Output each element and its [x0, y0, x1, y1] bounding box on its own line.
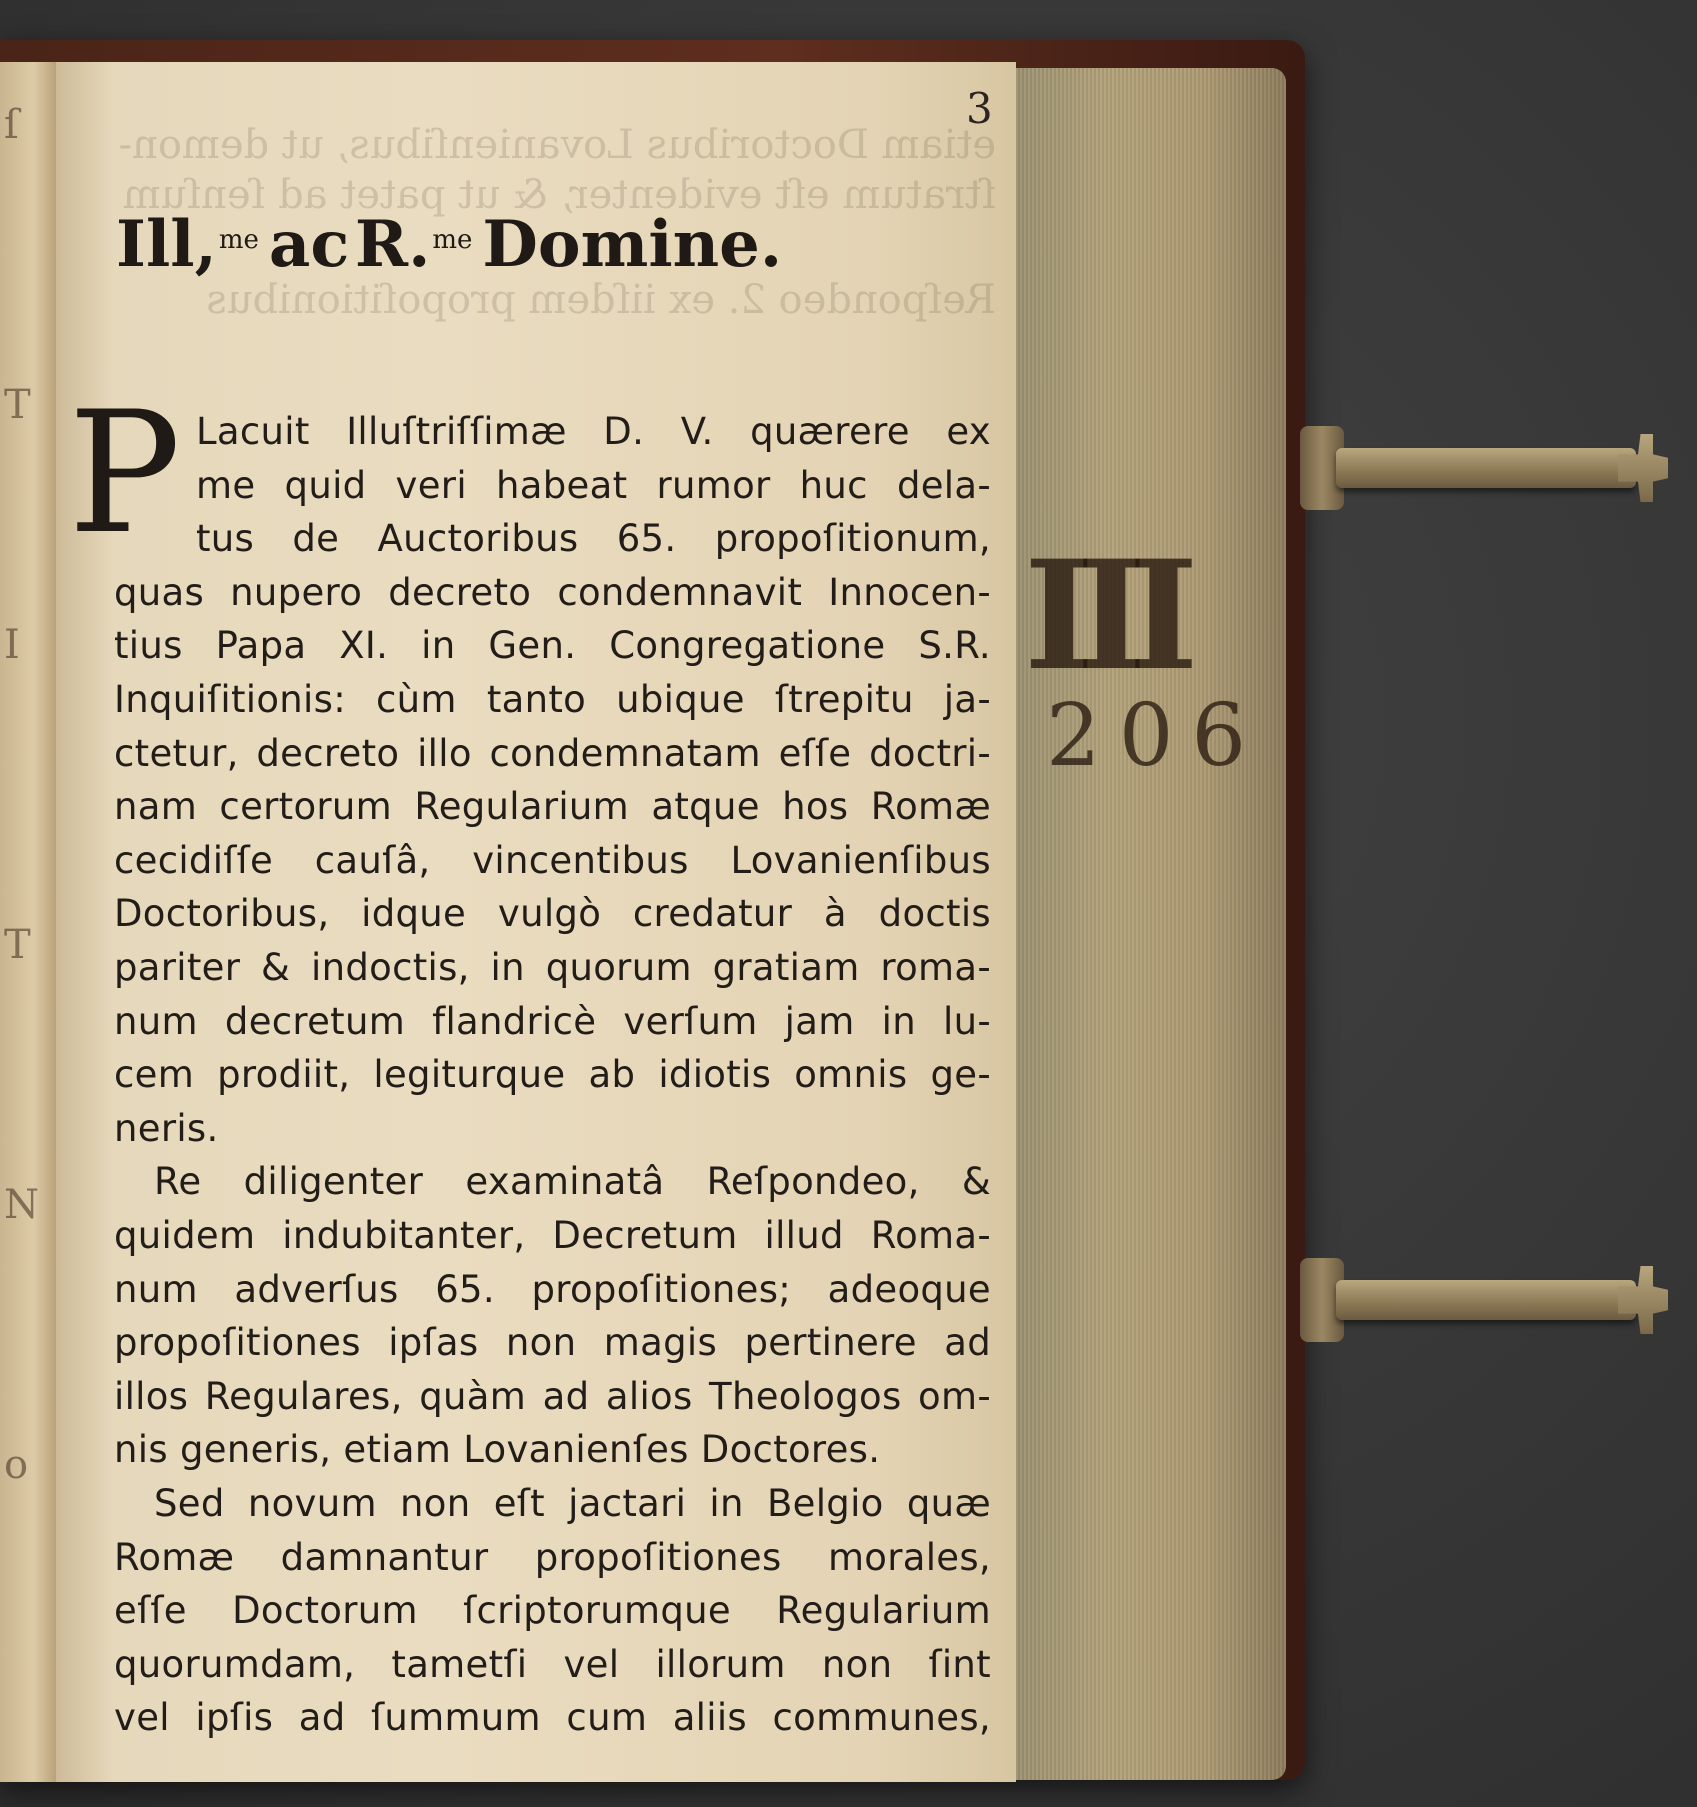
heading-part: Ill,: [116, 207, 217, 282]
heading-superscript: me: [218, 225, 259, 255]
text-line-content: vel ipſis ad ſummum cum aliis communes,: [114, 1696, 991, 1740]
lower-clasp: [1300, 1268, 1670, 1332]
text-line: [114, 1591, 991, 1631]
text-line: [114, 1642, 991, 1686]
fore-edge-mark: III: [1024, 528, 1181, 704]
text-line: [114, 1216, 991, 1256]
text-line-content: eſſe Doctorum ſcriptorumque Regularium: [114, 1589, 991, 1633]
heading-part: ac: [268, 207, 350, 282]
text-line: [196, 463, 991, 507]
text-line-content: Romæ damnantur propoſitiones morales,: [114, 1535, 991, 1579]
text-line-content: quidem indubitanter, Decretum illud Roma-: [114, 1214, 991, 1257]
text-line-content: Re diligenter examinatâ Reſpondeo, &: [154, 1160, 991, 1204]
text-line: [114, 570, 991, 614]
heading-superscript: me: [432, 225, 473, 255]
text-line: [114, 838, 991, 882]
text-line: [114, 1374, 991, 1418]
bleed-through-text: Reſpondeo 2. ex iiſdem propoſitionibus: [206, 277, 996, 323]
text-line: [114, 1106, 219, 1150]
text-line-content: Sed novum non eſt jactari in Belgio quæ: [154, 1482, 991, 1525]
upper-clasp: [1300, 436, 1670, 500]
text-line-content: tus de Auctoribus 65. propoſitionum,: [196, 517, 991, 561]
text-line-content: Lacuit Illuſtriſſimæ D. V. quærere ex: [196, 410, 991, 453]
text-line: [196, 519, 991, 559]
text-line: [114, 787, 991, 827]
text-line-content: cem prodiit, legiturque ab idiotis omnis ge-: [114, 1053, 991, 1097]
text-line-content: neris.: [114, 1106, 219, 1150]
text-line-content: ctetur, decreto illo condemnatam eſſe doctri-: [114, 731, 991, 775]
page-number: 3: [966, 84, 993, 133]
text-line: [114, 1267, 991, 1311]
text-line: [114, 680, 991, 720]
right-page: [56, 62, 1016, 1782]
text-line-content: quorumdam, tametſi vel illorum non ſint: [114, 1642, 991, 1686]
text-line: [114, 1430, 880, 1470]
text-line-content: quas nupero decreto condemnavit Innocen-: [114, 570, 991, 614]
text-line: [114, 731, 991, 775]
text-line: [114, 999, 991, 1043]
clasp-bar: [1336, 448, 1636, 488]
clasp-bar: [1336, 1280, 1636, 1320]
text-line: [114, 626, 991, 666]
clasp-tip: [1618, 1266, 1668, 1334]
heading-part: R.: [354, 207, 431, 282]
page-fore-edge: [1016, 68, 1286, 1780]
text-line: [114, 1698, 991, 1738]
clasp-tip: [1618, 434, 1668, 502]
text-line-content: illos Regulares, quàm ad alios Theologos om-: [114, 1374, 991, 1418]
text-line-content: Inquiſitionis: cùm tanto ubique ſtrepitu ja-: [114, 678, 991, 721]
left-page-edge: ſ T I T N o: [0, 62, 56, 1782]
text-line-content: cecidiſſe cauſâ, vincentibus Lovanienſibus: [114, 838, 991, 882]
text-line-content: propoſitiones ipſas non magis pertinere ad: [114, 1321, 991, 1365]
heading-part: Domine.: [482, 207, 783, 282]
text-line-content: pariter & indoctis, in quorum gratiam roma-: [114, 946, 991, 989]
text-line: [114, 1323, 991, 1363]
text-line-content: num adverſus 65. propoſitiones; adeoque: [114, 1267, 991, 1311]
text-line-content: nam certorum Regularium atque hos Romæ: [114, 785, 991, 829]
salutation-heading: [116, 207, 782, 317]
text-line: [154, 1484, 991, 1524]
fore-edge-number: 206: [1046, 686, 1265, 786]
text-line-content: nis generis, etiam Lovanienſes Doctores.: [114, 1428, 881, 1472]
text-line: [114, 894, 991, 934]
text-line-content: tius Papa XI. in Gen. Congregatione S.R.: [114, 624, 991, 668]
text-line: [114, 1535, 991, 1579]
text-line-content: Doctoribus, idque vulgò credatur à doctis: [114, 892, 991, 936]
text-line: [114, 948, 991, 988]
drop-cap: P: [68, 375, 182, 571]
bleed-through-text: ſtratum eſt evidenter, & ut patet ad ſenſum: [122, 172, 996, 218]
text-line: [154, 1162, 991, 1202]
text-line-content: num decretum flandricè verſum jam in lu-: [114, 999, 991, 1043]
text-line-content: me quid veri habeat rumor huc dela-: [196, 463, 991, 507]
bleed-through-text: etiam Doctoribus Lovanienſibus, ut demon-: [118, 122, 996, 168]
text-line: [114, 1055, 991, 1095]
text-line: [196, 412, 991, 452]
